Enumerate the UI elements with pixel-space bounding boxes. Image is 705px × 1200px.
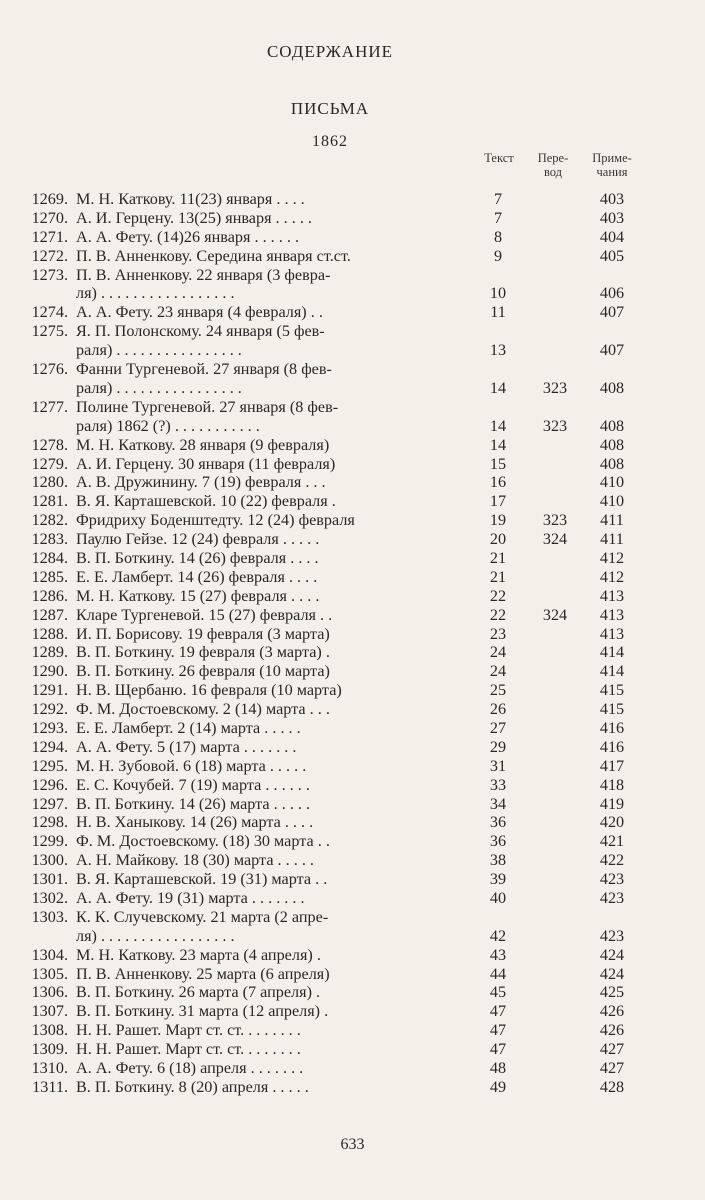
entry-number: 1274. <box>31 303 68 322</box>
list-item <box>0 832 705 851</box>
text-page: 39 <box>489 870 507 889</box>
text-page: 15 <box>489 454 507 473</box>
list-item <box>0 643 705 662</box>
translation-page: 323 <box>542 378 568 397</box>
entry-description: раля) 1862 (?) . . . . . . . . . . . <box>76 416 260 435</box>
entry-number: 1288. <box>31 624 68 643</box>
notes-page: 411 <box>600 511 624 530</box>
entry-description: раля) . . . . . . . . . . . . . . . . <box>76 341 242 360</box>
entry-description: В. Я. Карташевской. 10 (22) февраля . <box>76 492 336 511</box>
notes-page: 428 <box>599 1077 625 1096</box>
list-item <box>0 662 705 681</box>
entry-description: А. А. Фету. 6 (18) апреля . . . . . . . <box>76 1059 304 1078</box>
notes-page: 420 <box>599 813 625 832</box>
notes-page: 413 <box>599 624 625 643</box>
entry-description: В. П. Боткину. 26 февраля (10 марта) <box>76 662 330 681</box>
entry-description: Я. П. Полонскому. 24 января (5 фев- <box>76 322 325 341</box>
text-page: 33 <box>489 775 507 794</box>
notes-page: 418 <box>599 775 625 794</box>
text-page: 22 <box>489 586 507 605</box>
list-item <box>0 209 705 228</box>
entry-number: 1296. <box>31 775 68 794</box>
list-item <box>0 738 705 757</box>
entry-number: 1298. <box>31 813 68 832</box>
contents-list <box>0 190 705 1097</box>
notes-page: 426 <box>599 1002 625 1021</box>
text-page: 20 <box>489 530 507 549</box>
list-item <box>0 455 705 474</box>
text-page: 7 <box>493 208 503 227</box>
entry-number: 1310. <box>31 1059 68 1078</box>
text-page: 23 <box>489 624 507 643</box>
entry-number: 1305. <box>31 964 68 983</box>
notes-page: 426 <box>599 1021 625 1040</box>
list-item <box>0 436 705 455</box>
notes-page: 427 <box>599 1059 625 1078</box>
list-item <box>0 1021 705 1040</box>
list-item <box>0 700 705 719</box>
entry-description: А. А. Фету. (14)26 января . . . . . . <box>76 227 299 246</box>
entry-number: 1282. <box>31 511 68 530</box>
list-item <box>0 322 705 360</box>
entry-description: Полине Тургеневой. 27 января (8 фев- <box>76 397 339 416</box>
entry-number: 1275. <box>31 322 68 341</box>
notes-page: 408 <box>599 416 625 435</box>
text-page: 49 <box>489 1077 507 1096</box>
notes-page: 423 <box>599 889 625 908</box>
notes-page: 408 <box>599 435 625 454</box>
list-item <box>0 303 705 322</box>
entry-description: М. Н. Каткову. 11(23) января . . . . <box>76 190 305 208</box>
notes-page: 406 <box>599 284 625 303</box>
notes-page: 421 <box>599 832 625 851</box>
entry-number: 1271. <box>31 227 68 246</box>
translation-page: 323 <box>542 416 568 435</box>
entry-description: А. А. Фету. 5 (17) марта . . . . . . . <box>76 737 297 756</box>
entry-number: 1303. <box>31 907 68 926</box>
notes-page: 416 <box>599 719 625 737</box>
text-page: 8 <box>493 227 503 246</box>
text-page: 47 <box>489 1021 507 1040</box>
text-page: 10 <box>489 284 507 303</box>
list-item <box>0 360 705 398</box>
text-page: 40 <box>489 889 507 908</box>
text-page: 24 <box>489 643 507 662</box>
text-page: 48 <box>489 1059 507 1078</box>
text-page: 24 <box>489 662 507 681</box>
entry-number: 1269. <box>31 190 68 208</box>
entry-description: П. В. Анненкову. 22 января (3 февра- <box>76 265 331 284</box>
text-page: 9 <box>493 246 503 265</box>
entry-description: М. Н. Каткову. 15 (27) февраля . . . . <box>76 586 320 605</box>
notes-page: 412 <box>599 548 625 567</box>
notes-page: 424 <box>599 964 625 983</box>
entry-number: 1301. <box>31 870 68 889</box>
list-item <box>0 530 705 549</box>
notes-page: 410 <box>599 473 625 492</box>
list-item <box>0 549 705 568</box>
notes-page: 419 <box>599 794 625 813</box>
entry-description: ля) . . . . . . . . . . . . . . . . . <box>76 926 235 945</box>
list-item <box>0 1078 705 1097</box>
translation-page: 324 <box>542 530 568 549</box>
notes-page: 422 <box>599 851 625 870</box>
text-page: 34 <box>489 794 507 813</box>
entry-description: В. П. Боткину. 14 (26) марта . . . . . <box>76 794 311 813</box>
notes-page: 423 <box>599 926 625 945</box>
entry-description: А. И. Герцену. 30 января (11 февраля) <box>76 454 336 473</box>
notes-page: 408 <box>599 454 625 473</box>
entry-description: Н. Н. Рашет. Март ст. ст. . . . . . . . <box>76 1040 301 1059</box>
list-item <box>0 681 705 700</box>
entry-description: М. Н. Каткову. 28 января (9 февраля) <box>76 435 330 454</box>
entry-number: 1292. <box>31 700 68 719</box>
text-page: 14 <box>489 435 507 454</box>
notes-page: 424 <box>599 945 625 964</box>
text-page: 36 <box>489 813 507 832</box>
column-header-translation: Пере- вод <box>537 151 569 179</box>
entry-description: В. П. Боткину. 8 (20) апреля . . . . . <box>76 1077 309 1096</box>
list-item <box>0 473 705 492</box>
list-item <box>0 776 705 795</box>
list-item <box>0 851 705 870</box>
entry-description: Н. Н. Рашет. Март ст. ст. . . . . . . . <box>76 1021 301 1040</box>
entry-number: 1297. <box>31 794 68 813</box>
list-item <box>0 813 705 832</box>
text-page: 25 <box>489 681 507 700</box>
notes-page: 412 <box>599 567 625 586</box>
list-item <box>0 247 705 266</box>
entry-number: 1306. <box>31 983 68 1002</box>
notes-page: 407 <box>599 303 625 322</box>
entry-number: 1286. <box>31 586 68 605</box>
entry-description: М. Н. Каткову. 23 марта (4 апреля) . <box>76 945 321 964</box>
text-page: 14 <box>489 378 507 397</box>
entry-number: 1291. <box>31 681 68 700</box>
entry-description: В. П. Боткину. 26 марта (7 апреля) . <box>76 983 321 1002</box>
column-header-text: Текст <box>484 151 514 165</box>
list-item <box>0 908 705 946</box>
list-item <box>0 946 705 965</box>
notes-page: 403 <box>599 190 625 208</box>
list-item <box>0 398 705 436</box>
translation-page: 323 <box>542 511 568 530</box>
entry-description: В. П. Боткину. 19 февраля (3 марта) . <box>76 643 330 662</box>
entry-number: 1307. <box>31 1002 68 1021</box>
entry-description: А. А. Фету. 19 (31) марта . . . . . . . <box>76 889 305 908</box>
notes-page: 403 <box>599 208 625 227</box>
notes-page: 427 <box>599 1040 625 1059</box>
text-page: 45 <box>489 983 507 1002</box>
entry-number: 1300. <box>31 851 68 870</box>
list-item <box>0 965 705 984</box>
entry-number: 1287. <box>31 605 68 624</box>
entry-number: 1284. <box>31 548 68 567</box>
entry-number: 1276. <box>31 360 68 379</box>
entry-description: К. К. Случевскому. 21 марта (2 апре- <box>76 907 329 926</box>
notes-page: 425 <box>599 983 625 1002</box>
entry-description: В. П. Боткину. 14 (26) февраля . . . . <box>76 548 319 567</box>
entry-number: 1283. <box>31 530 68 549</box>
entry-number: 1273. <box>31 265 68 284</box>
text-page: 21 <box>489 548 507 567</box>
entry-number: 1270. <box>31 208 68 227</box>
entry-description: Н. В. Щербаню. 16 февраля (10 марта) <box>76 681 342 700</box>
list-item <box>0 983 705 1002</box>
text-page: 29 <box>489 737 507 756</box>
entry-number: 1295. <box>31 756 68 775</box>
entry-description: М. Н. Зубовой. 6 (18) марта . . . . . <box>76 756 307 775</box>
list-item <box>0 492 705 511</box>
entry-number: 1293. <box>31 719 68 737</box>
notes-page: 408 <box>599 378 625 397</box>
entry-description: Е. Е. Ламберт. 2 (14) марта . . . . . <box>76 719 301 737</box>
list-item <box>0 889 705 908</box>
entry-number: 1279. <box>31 454 68 473</box>
entry-description: Фридриху Боденштедту. 12 (24) февраля <box>76 511 355 530</box>
text-page: 17 <box>489 492 507 511</box>
year-heading: 1862 <box>312 133 348 150</box>
entry-description: Фанни Тургеневой. 27 января (8 фев- <box>76 360 332 379</box>
list-item <box>0 870 705 889</box>
text-page: 11 <box>490 303 506 322</box>
entry-number: 1299. <box>31 832 68 851</box>
list-item <box>0 606 705 625</box>
entry-description: В. Я. Карташевской. 19 (31) марта . . <box>76 870 328 889</box>
text-page: 42 <box>489 926 507 945</box>
notes-page: 415 <box>599 700 625 719</box>
text-page: 14 <box>489 416 507 435</box>
notes-page: 423 <box>599 870 625 889</box>
list-item <box>0 228 705 247</box>
list-item <box>0 190 705 209</box>
list-item <box>0 587 705 606</box>
entry-description: Паулю Гейзе. 12 (24) февраля . . . . . <box>76 530 320 549</box>
list-item <box>0 625 705 644</box>
list-item <box>0 1059 705 1078</box>
entry-number: 1304. <box>31 945 68 964</box>
notes-page: 414 <box>599 643 625 662</box>
text-page: 13 <box>489 341 507 360</box>
entry-description: П. В. Анненкову. 25 марта (6 апреля) <box>76 964 330 983</box>
entry-description: Кларе Тургеневой. 15 (27) февраля . . <box>76 605 333 624</box>
entry-number: 1308. <box>31 1021 68 1040</box>
entry-description: Ф. М. Достоевскому. (18) 30 марта . . <box>76 832 330 851</box>
text-page: 16 <box>489 473 507 492</box>
text-page: 7 <box>493 190 503 208</box>
notes-page: 411 <box>600 530 624 549</box>
page-title: СОДЕРЖАНИЕ <box>266 42 394 61</box>
notes-page: 413 <box>599 605 625 624</box>
entry-number: 1311. <box>32 1077 68 1096</box>
entry-number: 1277. <box>31 397 68 416</box>
entry-description: Е. Е. Ламберт. 14 (26) февраля . . . . <box>76 567 318 586</box>
entry-description: Е. С. Кочубей. 7 (19) марта . . . . . . <box>76 775 310 794</box>
notes-page: 405 <box>599 246 625 265</box>
list-item <box>0 719 705 738</box>
notes-page: 416 <box>599 737 625 756</box>
text-page: 44 <box>489 964 507 983</box>
text-page: 27 <box>489 719 507 737</box>
entry-description: П. В. Анненкову. Середина января ст.ст. <box>76 246 351 265</box>
entry-description: А. И. Герцену. 13(25) января . . . . . <box>76 208 312 227</box>
text-page: 38 <box>489 851 507 870</box>
entry-description: А. Н. Майкову. 18 (30) марта . . . . . <box>76 851 314 870</box>
entry-description: ля) . . . . . . . . . . . . . . . . . <box>76 284 235 303</box>
entry-number: 1285. <box>31 567 68 586</box>
text-page: 47 <box>489 1040 507 1059</box>
entry-description: И. П. Борисову. 19 февраля (3 марта) <box>76 624 330 643</box>
text-page: 47 <box>489 1002 507 1021</box>
section-title: ПИСЬМА <box>290 99 370 118</box>
entry-description: Ф. М. Достоевскому. 2 (14) марта . . . <box>76 700 330 719</box>
entry-description: А. А. Фету. 23 января (4 февраля) . . <box>76 303 323 322</box>
list-item <box>0 1040 705 1059</box>
translation-page: 324 <box>542 605 568 624</box>
text-page: 19 <box>489 511 507 530</box>
text-page: 43 <box>489 945 507 964</box>
list-item <box>0 795 705 814</box>
entry-description: В. П. Боткину. 31 марта (12 апреля) . <box>76 1002 329 1021</box>
text-page: 31 <box>489 756 507 775</box>
notes-page: 407 <box>599 341 625 360</box>
entry-number: 1272. <box>31 246 68 265</box>
text-page: 22 <box>489 605 507 624</box>
entry-description: раля) . . . . . . . . . . . . . . . . <box>76 378 242 397</box>
list-item <box>0 568 705 587</box>
text-page: 21 <box>489 567 507 586</box>
entry-number: 1280. <box>31 473 68 492</box>
notes-page: 410 <box>599 492 625 511</box>
entry-description: Н. В. Ханыкову. 14 (26) марта . . . . <box>76 813 314 832</box>
notes-page: 417 <box>599 756 625 775</box>
entry-number: 1302. <box>31 889 68 908</box>
entry-number: 1278. <box>31 435 68 454</box>
notes-page: 415 <box>599 681 625 700</box>
notes-page: 404 <box>599 227 625 246</box>
entry-description: А. В. Дружинину. 7 (19) февраля . . . <box>76 473 326 492</box>
text-page: 36 <box>489 832 507 851</box>
list-item <box>0 266 705 304</box>
list-item <box>0 757 705 776</box>
entry-number: 1294. <box>31 737 68 756</box>
text-page: 26 <box>489 700 507 719</box>
notes-page: 413 <box>599 586 625 605</box>
list-item <box>0 511 705 530</box>
entry-number: 1281. <box>31 492 68 511</box>
notes-page: 414 <box>599 662 625 681</box>
entry-number: 1309. <box>31 1040 68 1059</box>
entry-number: 1290. <box>31 662 68 681</box>
entry-number: 1289. <box>31 643 68 662</box>
list-item <box>0 1002 705 1021</box>
column-header-notes: Приме- чания <box>592 151 632 179</box>
page-number: 633 <box>340 1136 365 1153</box>
